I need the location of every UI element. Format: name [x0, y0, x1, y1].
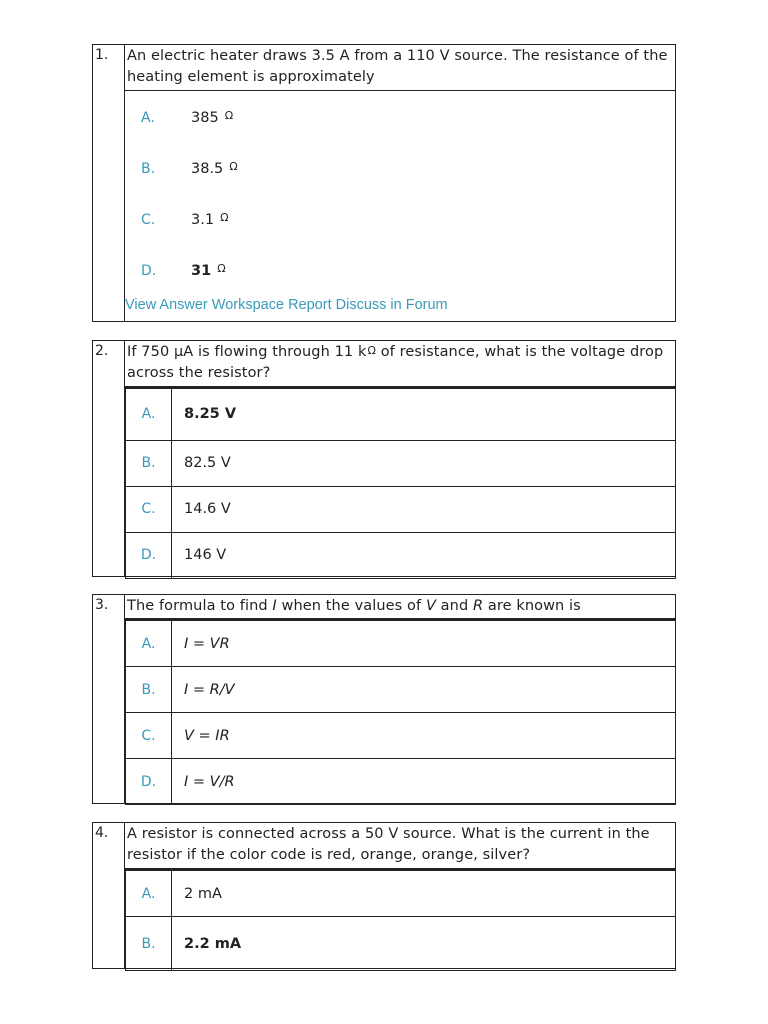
option-b[interactable]	[125, 143, 675, 194]
option-value: 146 V	[172, 532, 676, 578]
option-list	[125, 91, 675, 326]
option-letter: A.	[141, 109, 155, 126]
var-i: I	[272, 598, 277, 614]
view-answer-link[interactable]: View Answer	[125, 297, 212, 313]
var-v: V	[425, 598, 436, 614]
option-a[interactable]	[126, 388, 676, 440]
ohm-unit: Ω	[229, 160, 238, 173]
option-value: I = VR	[184, 635, 230, 652]
option-value: 82.5 V	[172, 440, 676, 486]
option-letter: D.	[141, 262, 157, 279]
option-a[interactable]	[126, 620, 676, 667]
option-letter: C.	[126, 713, 172, 759]
question-4	[92, 822, 676, 969]
question-text: A resistor is connected across a 50 V source. What is the current in the resistor if the color code is red, orange, orange, silver?	[125, 823, 675, 869]
action-links	[125, 296, 675, 326]
question-1	[92, 44, 676, 322]
question-3	[92, 594, 676, 804]
option-letter: D.	[126, 759, 172, 805]
question-number: 3.	[95, 597, 109, 613]
ohm-unit: Ω	[217, 262, 226, 275]
text-part: and	[435, 598, 473, 614]
option-value: 3.1	[191, 211, 215, 228]
option-value-correct: 8.25 V	[172, 388, 676, 440]
option-value: V = IR	[184, 727, 230, 744]
option-a[interactable]	[125, 92, 675, 143]
ohm-unit: Ω	[224, 109, 234, 122]
question-text	[125, 341, 675, 387]
option-b[interactable]	[126, 440, 676, 486]
question-text-end: of resistance, what is the voltage drop across the resistor?	[127, 344, 664, 381]
option-d[interactable]	[125, 245, 675, 296]
option-value: 385	[191, 109, 219, 126]
question-text: An electric heater draws 3.5 A from a 110 V source. The resistance of the heating element is approximately	[125, 45, 675, 91]
question-2	[92, 340, 676, 577]
option-letter: B.	[126, 440, 172, 486]
option-d[interactable]	[126, 759, 676, 805]
option-c[interactable]	[126, 486, 676, 532]
option-c[interactable]	[126, 713, 676, 759]
text-part: The formula to find	[127, 598, 273, 614]
question-number: 4.	[95, 825, 109, 841]
option-letter: A.	[126, 870, 172, 917]
question-text-start: If 750 µA is flowing through 11 k	[127, 344, 367, 360]
option-b[interactable]	[126, 667, 676, 713]
option-value: I = V/R	[184, 773, 235, 790]
option-table	[125, 869, 676, 971]
option-a[interactable]	[126, 870, 676, 917]
ohm-unit: Ω	[367, 344, 376, 357]
workspace-link[interactable]: Workspace	[211, 297, 289, 313]
var-r: R	[472, 598, 484, 614]
option-c[interactable]	[125, 194, 675, 245]
option-letter: D.	[126, 532, 172, 578]
option-letter: B.	[141, 160, 156, 177]
discuss-link[interactable]: Discuss in Forum	[335, 297, 448, 313]
report-link[interactable]: Report	[288, 297, 336, 313]
text-part: are known is	[483, 598, 581, 614]
option-letter: B.	[126, 667, 172, 713]
question-number: 2.	[95, 343, 109, 359]
option-letter: C.	[141, 211, 156, 228]
question-number: 1.	[95, 47, 109, 63]
option-b[interactable]	[126, 917, 676, 971]
option-table	[125, 387, 676, 579]
option-value-correct: 31	[191, 262, 212, 279]
option-value-correct: 2.2 mA	[172, 917, 676, 971]
option-letter: A.	[126, 620, 172, 667]
option-value: I = R/V	[184, 681, 235, 698]
question-text	[125, 595, 675, 619]
option-d[interactable]	[126, 532, 676, 578]
option-table	[125, 619, 676, 805]
option-value: 2 mA	[172, 870, 676, 917]
option-value: 14.6 V	[172, 486, 676, 532]
option-letter: B.	[126, 917, 172, 971]
text-part: when the values of	[276, 598, 426, 614]
option-letter: C.	[126, 486, 172, 532]
option-value: 38.5	[191, 160, 224, 177]
option-letter: A.	[126, 388, 172, 440]
ohm-unit: Ω	[220, 211, 229, 224]
